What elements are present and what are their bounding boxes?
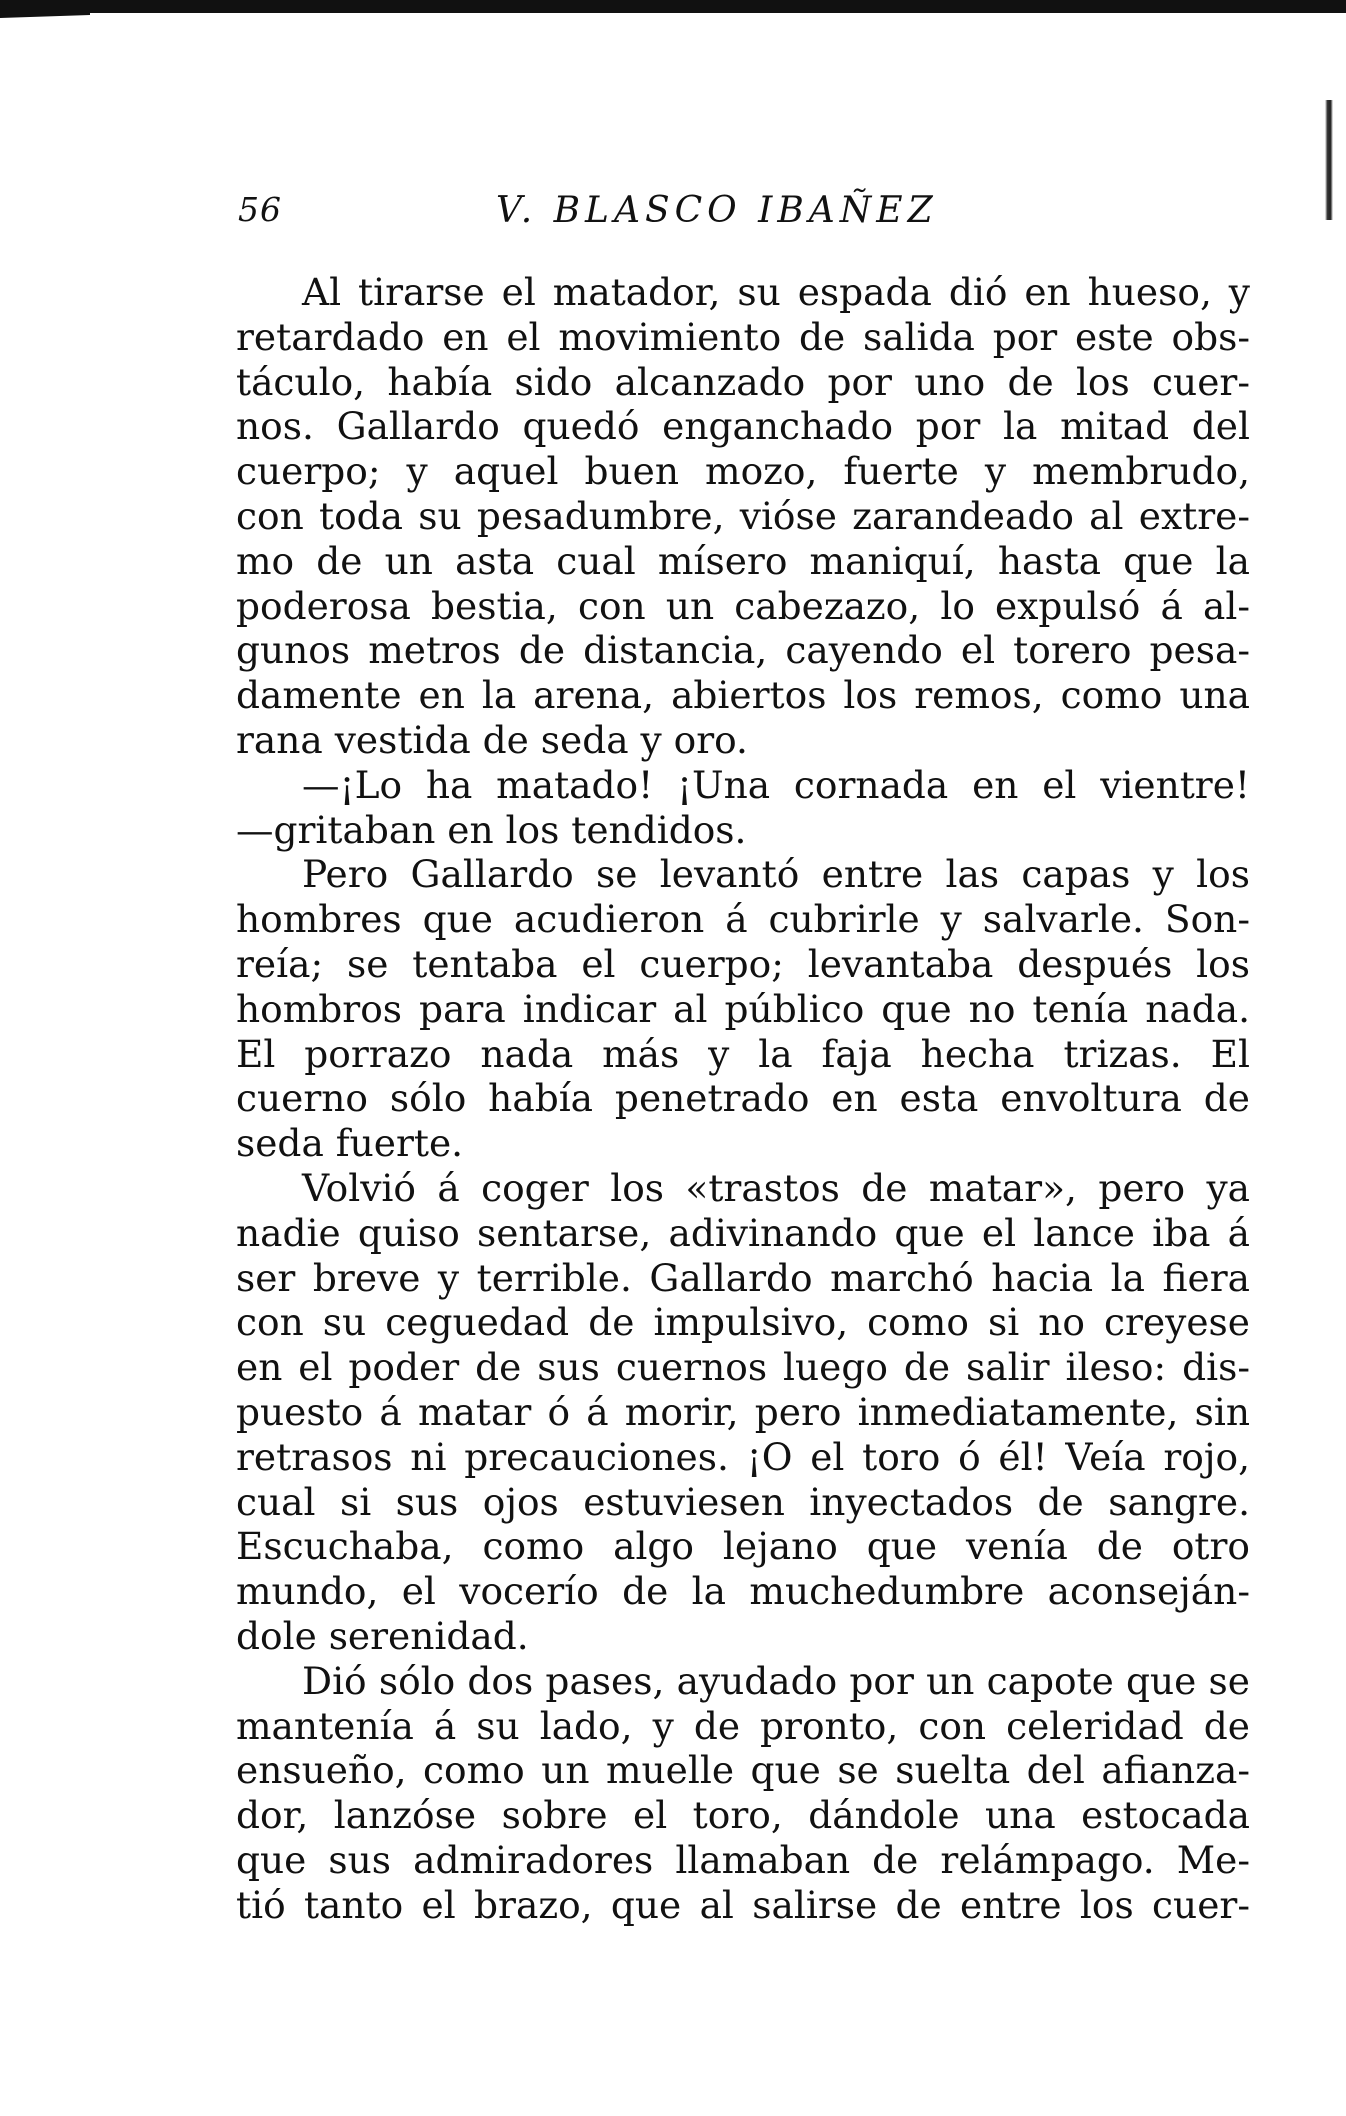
text-line: con su ceguedad de impulsivo, como si no creyese — [236, 1300, 1250, 1345]
running-title: V. BLASCO IBAÑEZ — [496, 190, 938, 231]
running-head — [238, 190, 1138, 250]
text-line: rana vestida de seda y oro. — [236, 717, 748, 762]
text-line: mo de un asta cual mísero maniquí, hasta que la — [236, 538, 1250, 583]
text-line: mundo, el vocerío de la muchedumbre aconseján- — [236, 1569, 1250, 1614]
text-line: poderosa bestia, con un cabezazo, lo expulsó á al- — [236, 583, 1250, 628]
text-line: en el poder de sus cuernos luego de salir ileso: dis- — [236, 1345, 1250, 1390]
text-line: Escuchaba, como algo lejano que venía de otro — [236, 1524, 1250, 1569]
body-text — [236, 270, 1250, 1927]
text-line: hombres que acudieron á cubrirle y salvarle. Son- — [236, 897, 1250, 942]
text-line: El porrazo nada más y la faja hecha trizas. El — [236, 1031, 1250, 1076]
text-line: Al tirarse el matador, su espada dió en hueso, y — [302, 270, 1250, 314]
text-line: tió tanto el brazo, que al salirse de entre los cuer- — [236, 1882, 1250, 1927]
text-line: Volvió á coger los «trastos de matar», pero ya — [302, 1165, 1250, 1210]
text-line: dor, lanzóse sobre el toro, dándole una estocada — [236, 1793, 1250, 1838]
text-line: cuerpo; y aquel buen mozo, fuerte y membrudo, — [236, 449, 1250, 494]
text-line: —gritaban en los tendidos. — [236, 807, 747, 852]
text-line: cual si sus ojos estuviesen inyectados de sangre. — [236, 1479, 1250, 1524]
text-line: nos. Gallardo quedó enganchado por la mitad del — [236, 404, 1250, 449]
text-line: gunos metros de distancia, cayendo el torero pesa- — [236, 628, 1250, 673]
text-line: mantenía á su lado, y de pronto, con celeridad de — [236, 1703, 1250, 1748]
text-line: retardado en el movimiento de salida por este obs- — [236, 314, 1250, 359]
text-line: nadie quiso sentarse, adivinando que el lance iba á — [236, 1210, 1250, 1255]
text-line: retrasos ni precauciones. ¡O el toro ó él! Veía rojo, — [236, 1434, 1250, 1479]
text-line: que sus admiradores llamaban de relámpago. Me- — [236, 1837, 1250, 1882]
text-line: ensueño, como un muelle que se suelta del afianza- — [236, 1748, 1250, 1793]
text-line: hombros para indicar al público que no tenía nada. — [236, 986, 1250, 1031]
text-line: seda fuerte. — [236, 1121, 464, 1166]
page-edge-mark — [1325, 100, 1333, 220]
text-line: Dió sólo dos pases, ayudado por un capote que se — [302, 1658, 1250, 1703]
text-line: cuerno sólo había penetrado en esta envoltura de — [236, 1076, 1250, 1121]
text-line: táculo, había sido alcanzado por uno de los cuer- — [236, 359, 1250, 404]
text-line: ser breve y terrible. Gallardo marchó hacia la fiera — [236, 1255, 1250, 1300]
page-number: 56 — [238, 190, 282, 229]
text-line: dole serenidad. — [236, 1613, 529, 1658]
text-line: —¡Lo ha matado! ¡Una cornada en el vientre! — [302, 762, 1250, 807]
text-line: damente en la arena, abiertos los remos, como una — [236, 673, 1250, 718]
text-line: Pero Gallardo se levantó entre las capas y los — [302, 852, 1250, 897]
text-line: puesto á matar ó á morir, pero inmediatamente, sin — [236, 1389, 1250, 1434]
top-border-rule — [0, 0, 1346, 22]
text-line: con toda su pesadumbre, vióse zarandeado al extre- — [236, 493, 1250, 538]
text-line: reía; se tentaba el cuerpo; levantaba después los — [236, 941, 1250, 986]
